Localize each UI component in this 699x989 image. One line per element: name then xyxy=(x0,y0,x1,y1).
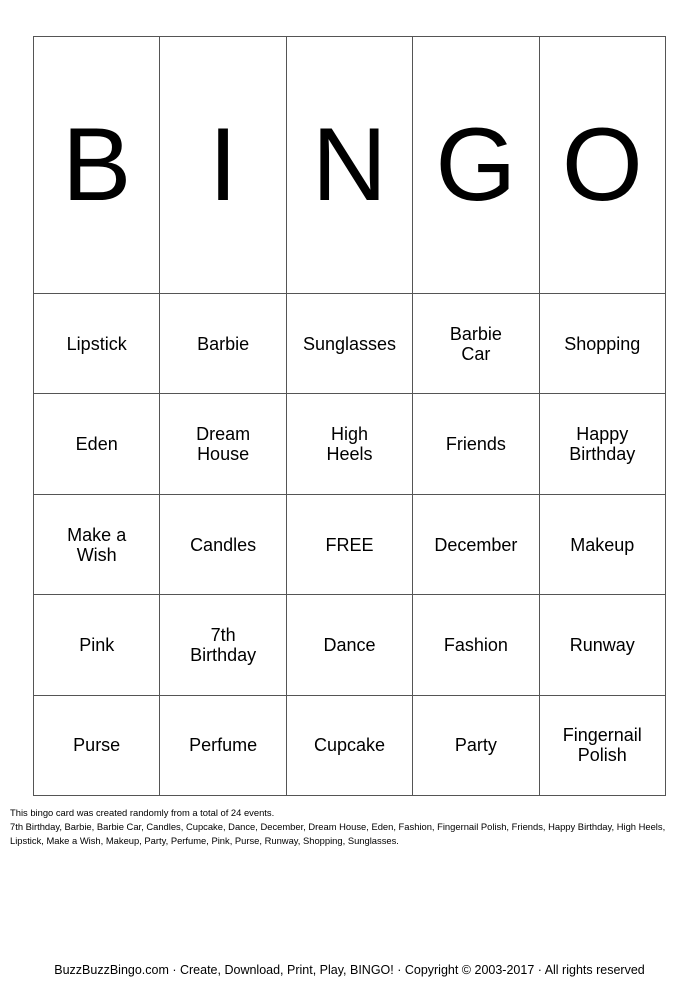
cell-text: Barbie Car xyxy=(449,323,502,364)
cell-text: Party xyxy=(454,735,497,756)
cell-text: Lipstick xyxy=(66,333,127,354)
cell-text: Sunglasses xyxy=(302,333,396,354)
cell-text: Pink xyxy=(79,634,115,655)
cell-text: Dance xyxy=(323,634,376,655)
bingo-cell xyxy=(286,695,412,795)
cell-text: Friends xyxy=(445,434,506,455)
bingo-cell xyxy=(34,394,160,494)
bingo-row-3 xyxy=(34,494,666,594)
cell-text: Fashion xyxy=(443,634,508,655)
cell-text: Happy Birthday xyxy=(569,424,636,465)
bingo-cell-free xyxy=(286,494,412,594)
cell-text: Cupcake xyxy=(313,735,385,756)
bingo-cell xyxy=(413,394,539,494)
header-letter-o: O xyxy=(539,37,665,294)
cell-text: Barbie xyxy=(197,333,250,354)
bingo-cell xyxy=(160,695,286,795)
bingo-cell xyxy=(160,595,286,695)
bingo-row-2 xyxy=(34,394,666,494)
cell-text: Shopping xyxy=(564,333,641,354)
bingo-cell xyxy=(539,695,665,795)
page-footer: BuzzBuzzBingo.com · Create, Download, Print, Play, BINGO! · Copyright © 2003-2017 · All rights reserved xyxy=(54,963,645,977)
bingo-cell xyxy=(539,394,665,494)
bingo-cell xyxy=(539,494,665,594)
header-letter-n: N xyxy=(286,37,412,294)
bingo-cell xyxy=(286,394,412,494)
cell-text: Make a Wish xyxy=(67,524,127,565)
cell-text: Eden xyxy=(75,434,118,455)
bingo-cell xyxy=(413,595,539,695)
header-letter-b: B xyxy=(34,37,160,294)
bingo-cell xyxy=(34,595,160,695)
bingo-cell xyxy=(413,294,539,394)
bingo-cell xyxy=(413,695,539,795)
bingo-cell xyxy=(160,294,286,394)
bingo-cell xyxy=(539,595,665,695)
cell-text: Makeup xyxy=(570,534,635,555)
cell-text: Perfume xyxy=(189,735,258,756)
card-info xyxy=(10,806,695,848)
cell-text: Candles xyxy=(190,534,257,555)
cell-text: Purse xyxy=(73,735,121,756)
bingo-cell xyxy=(34,494,160,594)
cell-text: Fingernail Polish xyxy=(562,725,642,766)
header-letter-g: G xyxy=(413,37,539,294)
cell-text: December xyxy=(434,534,518,555)
bingo-row-1 xyxy=(34,294,666,394)
bingo-cell xyxy=(286,595,412,695)
bingo-header-row xyxy=(34,37,666,294)
bingo-cell xyxy=(34,695,160,795)
bingo-cell xyxy=(413,494,539,594)
cell-text: High Heels xyxy=(326,424,373,465)
header-letter-i: I xyxy=(160,37,286,294)
bingo-row-4 xyxy=(34,595,666,695)
bingo-cell xyxy=(160,494,286,594)
cell-text: Runway xyxy=(569,634,635,655)
bingo-row-5 xyxy=(34,695,666,795)
card-info-event-list: 7th Birthday, Barbie, Barbie Car, Candles, Cupcake, Dance, December, Dream House, Eden, Fashion, Fingernail Polish, Friends, Happy Birthday, High Heels, Lipstick, Make a Wish, Makeup, Party, Perfume, Pink, Purse, Runway, Shopping, Sunglasses. xyxy=(10,821,666,846)
bingo-cell xyxy=(539,294,665,394)
bingo-card xyxy=(33,36,666,796)
bingo-cell xyxy=(286,294,412,394)
bingo-cell xyxy=(34,294,160,394)
cell-text: 7th Birthday xyxy=(190,624,257,665)
cell-text: Dream House xyxy=(196,424,251,465)
bingo-cell xyxy=(160,394,286,494)
cell-text: FREE xyxy=(325,534,374,555)
card-info-summary: This bingo card was created randomly from a total of 24 events. xyxy=(10,807,275,818)
